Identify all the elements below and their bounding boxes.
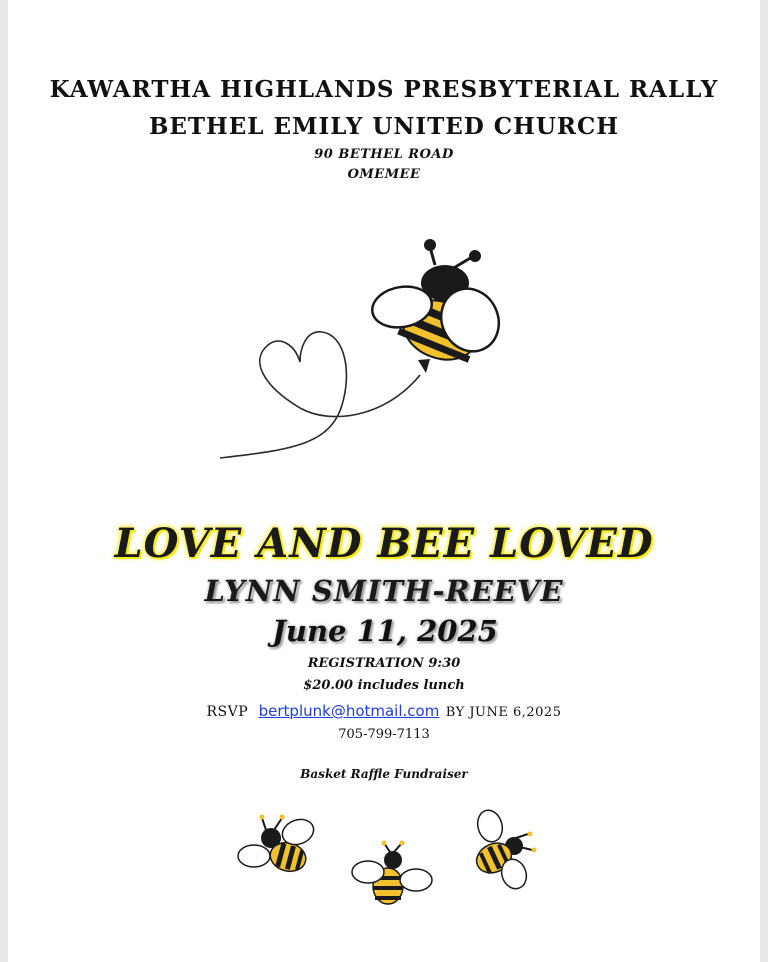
fundraiser-text: Basket Raffle Fundraiser [300,767,468,781]
event-theme: LOVE AND BEE LOVED [114,520,654,567]
rally-heading: KAWARTHA HIGHLANDS PRESBYTERIAL RALLY [49,76,719,103]
bee-icon [466,808,546,893]
rsvp-deadline: BY JUNE 6,2025 [445,705,562,720]
address-town: OMEMEE [347,167,421,182]
event-cost: $20.00 includes lunch [303,678,465,693]
bee-icon [236,812,326,882]
contact-phone: 705-799-7113 [338,727,430,742]
rsvp-label: RSVP [206,704,249,720]
church-heading: BETHEL EMILY UNITED CHURCH [148,113,620,140]
speaker-name: LYNN SMITH-REEVE [204,574,564,608]
bee-icon [360,235,520,385]
rsvp-line [0,702,768,720]
registration-time: REGISTRATION 9:30 [307,656,461,671]
bee-icon [348,840,438,910]
address-street: 90 BETHEL ROAD [314,147,454,162]
rsvp-email-link[interactable]: bertplunk@hotmail.com [258,702,440,720]
event-date: June 11, 2025 [272,614,498,648]
